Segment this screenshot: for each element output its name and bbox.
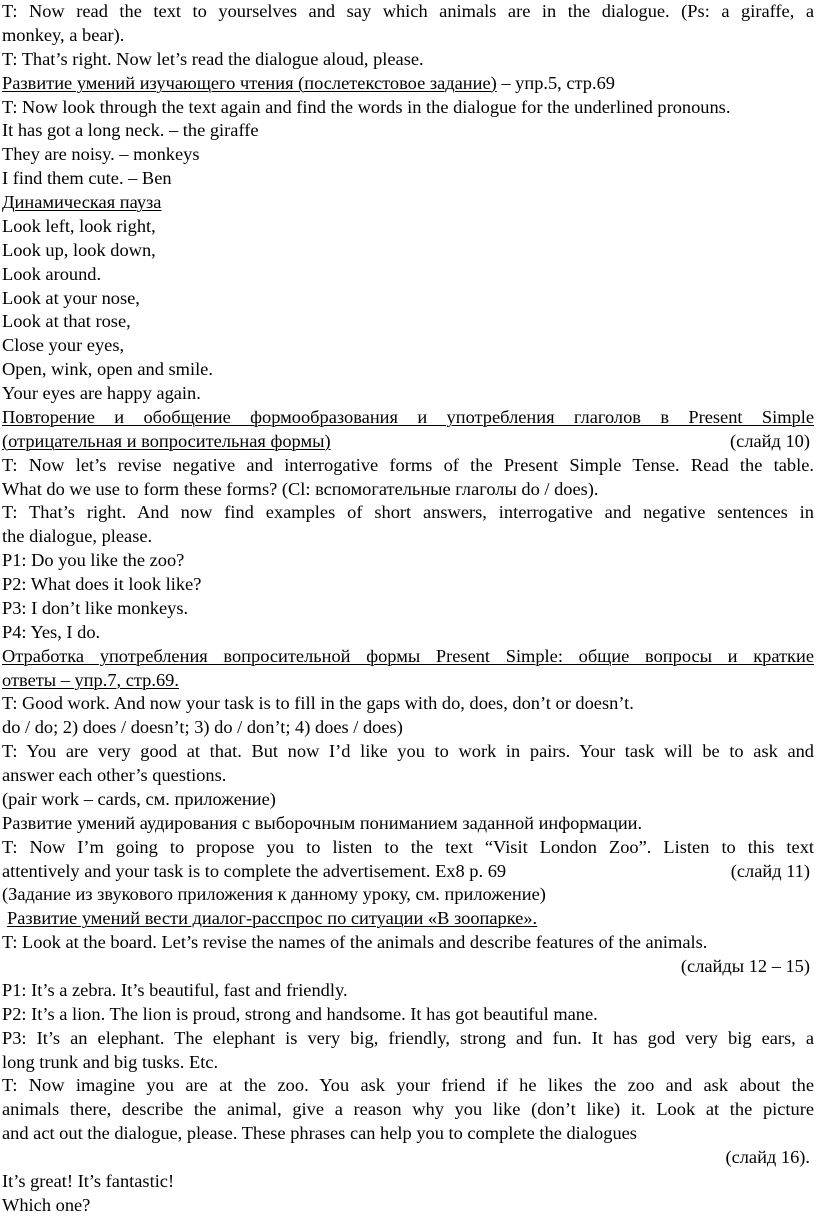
text-line: What do we use to form these forms? (Cl: вспомогательные глаголы do / does). — [2, 478, 599, 499]
text-line: It has got a long neck. – the giraffe — [2, 120, 259, 141]
text-line: (pair work – cards, см. приложение) — [2, 788, 276, 809]
dialogue-line: P2: It’s a lion. The lion is proud, strong and handsome. It has got beautiful mane. — [2, 1003, 598, 1024]
text-line: T: Look at the board. Let’s revise the names of the animals and describe features of the animals. — [2, 932, 708, 953]
slide-reference: (слайд 11) — [730, 860, 810, 881]
text-line: T: You are very good at that. But now I’d like you to work in pairs. Your task will be to ask and — [2, 741, 814, 762]
text-line: T: Now let’s revise negative and interrogative forms of the Present Simple Tense. Read the table. — [2, 454, 814, 475]
text-line: the dialogue, please. — [2, 526, 153, 547]
text-line: animals there, describe the animal, give a reason why you like (don’t like) it. Look at the picture — [2, 1099, 814, 1120]
dialogue-line: P1: It’s a zebra. It’s beautiful, fast and friendly. — [2, 979, 348, 1000]
dialogue-line: P1: Do you like the zoo? — [2, 550, 185, 571]
text-line: They are noisy. – monkeys — [2, 144, 200, 165]
phrase-line: Which one? — [2, 1194, 91, 1215]
section-heading: ответы – упр.7, стр.69. — [2, 669, 179, 690]
text-line: I find them cute. – Ben — [2, 168, 172, 189]
text-line: T: Good work. And now your task is to fill in the gaps with do, does, don’t or doesn’t. — [2, 693, 634, 714]
text-fragment: attentively and your task is to complete the advertisement. Ex8 p. 69 — [2, 860, 507, 881]
text-line: T: Now I’m going to propose you to listen to the text “Visit London Zoo”. Listen to this text — [2, 836, 814, 857]
dialogue-line: P2: What does it look like? — [2, 574, 202, 594]
poem-line: Open, wink, open and smile. — [2, 359, 213, 380]
text-line: answer each other’s questions. — [2, 765, 227, 785]
text-line: T: That’s right. Now let’s read the dialogue aloud, please. — [2, 48, 424, 69]
text-line: monkey, a bear). — [2, 24, 125, 45]
dialogue-line: P3: It’s an elephant. The elephant is very big, friendly, strong and fun. It has god very big ears, a — [2, 1027, 814, 1048]
text-line: T: That’s right. And now find examples of short answers, interrogative and negative sentences in — [2, 502, 814, 523]
text-line: T: Now read the text to yourselves and say which animals are in the dialogue. (Ps: a giraffe, a — [2, 1, 814, 21]
slide-reference: (слайд 16). — [725, 1147, 810, 1167]
poem-line: Look around. — [2, 263, 102, 284]
text-line: do / do; 2) does / doesn’t; 3) do / don’t; 4) does / does) — [2, 717, 403, 738]
text-line: and act out the dialogue, please. These phrases can help you to complete the dialogues — [2, 1123, 637, 1144]
poem-line: Close your eyes, — [2, 335, 125, 356]
section-heading-line — [2, 907, 814, 931]
section-heading-line — [2, 191, 814, 215]
slide-reference: (слайды 12 – 15) — [680, 956, 810, 976]
text-line: (Задание из звукового приложения к данному уроку, см. приложение) — [2, 884, 546, 905]
dialogue-line: P3: I don’t like monkeys. — [2, 597, 189, 618]
section-heading: (отрицательная и вопросительная формы) — [2, 430, 331, 451]
text-line: T: Now look through the text again and find the words in the dialogue for the underlined pronouns. — [2, 96, 731, 117]
poem-line: Look at your nose, — [2, 287, 140, 308]
text-line: T: Now imagine you are at the zoo. You ask your friend if he likes the zoo and ask about the — [2, 1075, 814, 1096]
poem-line: Look at that rose, — [2, 311, 131, 332]
section-heading: Динамическая пауза — [2, 192, 162, 212]
exercise-reference: – упр.5, стр.69 — [496, 72, 615, 93]
section-heading: Отработка употребления вопросительной формы Present Simple: общие вопросы и краткие — [2, 645, 814, 666]
text-line-with-slide — [2, 860, 814, 884]
poem-line: Look up, look down, — [2, 239, 156, 260]
section-heading-line — [2, 669, 814, 693]
section-heading: Повторение и обобщение формообразования и употребления глаголов в Present Simple — [2, 406, 814, 427]
poem-line: Look left, look right, — [2, 215, 156, 236]
section-heading: Развитие умений вести диалог-расспрос по ситуации «В зоопарке». — [7, 908, 538, 929]
section-heading: Развитие умений аудирования с выборочным пониманием заданной информации. — [2, 812, 643, 833]
phrase-line: It’s great! It’s fantastic! — [2, 1170, 175, 1191]
document-page — [2, 0, 814, 1218]
slide-reference: (слайд 10) — [730, 430, 810, 451]
section-heading-line — [2, 72, 814, 96]
section-heading-line — [2, 430, 814, 454]
dialogue-line: P4: Yes, I do. — [2, 621, 101, 642]
poem-line: Your eyes are happy again. — [2, 383, 201, 403]
dialogue-line: long trunk and big tusks. Etc. — [2, 1051, 219, 1072]
section-heading: Развитие умений изучающего чтения (послетекстовое задание) — [2, 72, 497, 93]
